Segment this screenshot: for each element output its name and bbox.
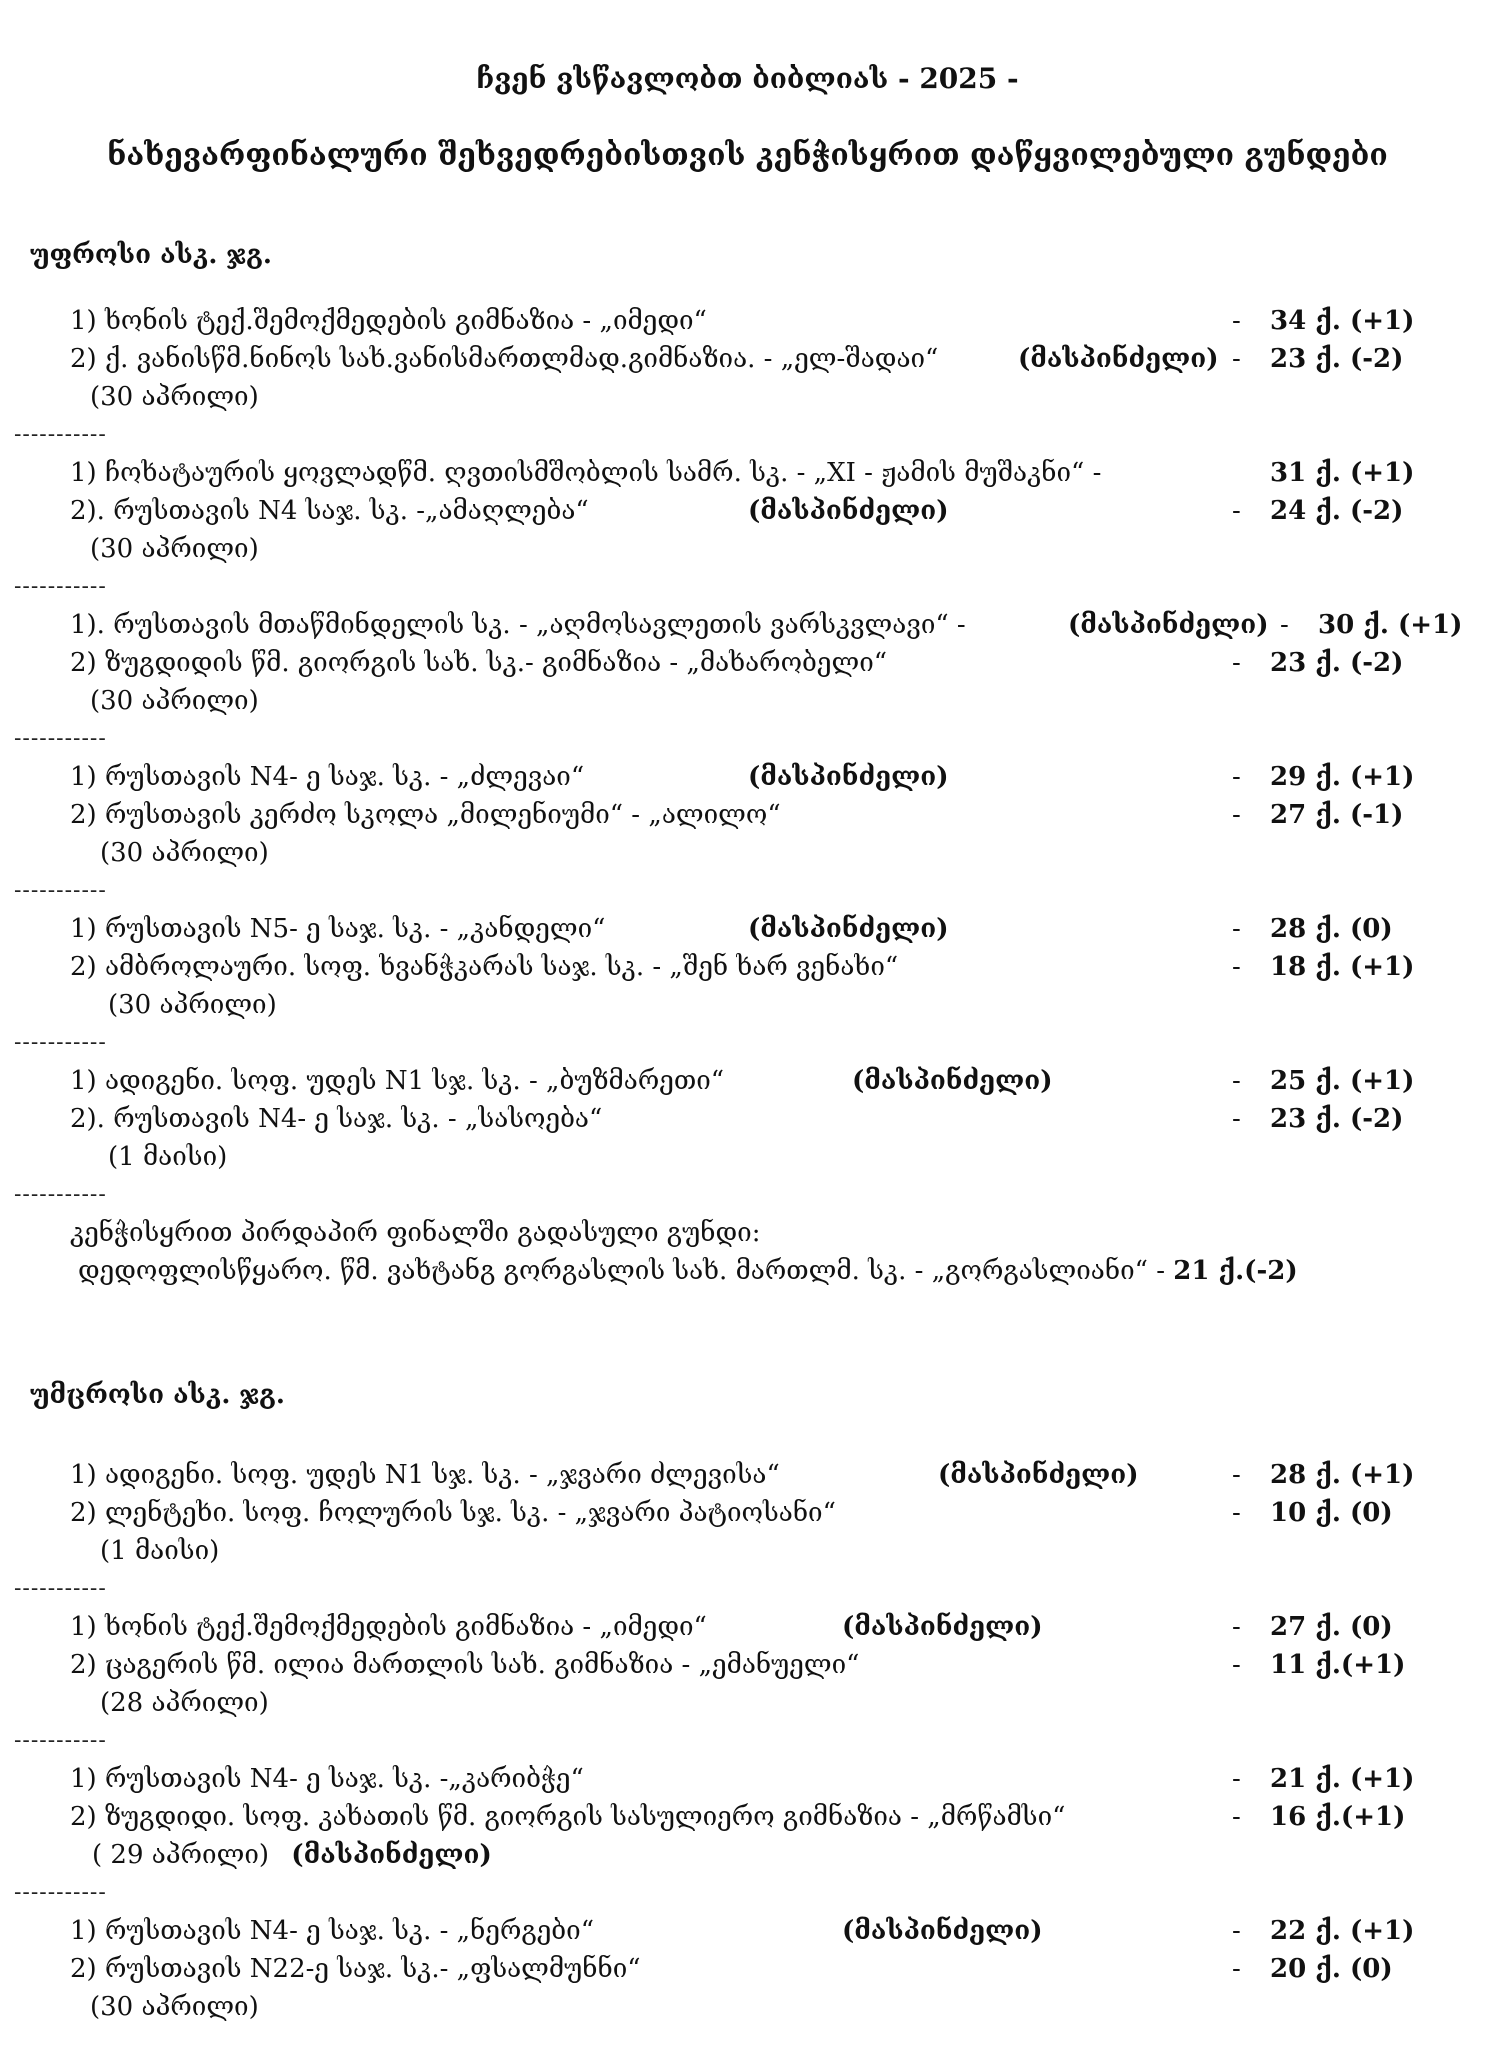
team-name: 1) ადიგენი. სოფ. უდეს N1 სჯ. სკ. - „ბუზმარეთი“ xyxy=(70,1066,725,1096)
points: 31 ქ. (+1) xyxy=(1270,458,1415,488)
match-date: (1 მაისი) xyxy=(100,1536,220,1566)
points: 21 ქ. (+1) xyxy=(1270,1764,1415,1794)
senior-pair-4-team-a xyxy=(0,762,1495,800)
host-label: (მასპინძელი) xyxy=(291,1840,492,1870)
team-name: 1) რუსთავის N4- ე საჯ. სკ. - „ძლევაი“ xyxy=(70,762,585,792)
senior-pair-2-team-a xyxy=(0,458,1495,496)
senior-pair-6-team-a xyxy=(0,1066,1495,1104)
host-label: (მასპინძელი) xyxy=(1068,610,1269,640)
dash: - xyxy=(1232,1460,1241,1490)
host-label: (მასპინძელი) xyxy=(842,1916,1043,1946)
senior-pair-1-team-a xyxy=(0,306,1495,344)
senior-section-title: უფროსი ასკ. ჯგ. xyxy=(30,240,272,270)
separator: ----------- xyxy=(14,1728,107,1753)
match-date xyxy=(92,1840,492,1870)
senior-pair-2-team-b xyxy=(0,496,1495,534)
dash: - xyxy=(1232,1650,1241,1680)
host-label: (მასპინძელი) xyxy=(938,1460,1139,1490)
junior-pair-3-team-b xyxy=(0,1802,1495,1840)
points: 25 ქ. (+1) xyxy=(1270,1066,1415,1096)
page-subtitle: ნახევარფინალური შეხვედრებისთვის კენჭისყრით დაწყვილებული გუნდები xyxy=(107,138,1388,173)
separator: ----------- xyxy=(14,1030,107,1055)
separator: ----------- xyxy=(14,574,107,599)
senior-pair-6-team-b xyxy=(0,1104,1495,1142)
team-name: 2) რუსთავის N22-ე საჯ. სკ.- „ფსალმუნნი“ xyxy=(70,1954,641,1984)
dash: - xyxy=(1232,1104,1241,1134)
points: 28 ქ. (+1) xyxy=(1270,1460,1415,1490)
junior-section-title: უმცროსი ასკ. ჯგ. xyxy=(30,1380,285,1410)
team-name: 2) ამბროლაური. სოფ. ხვანჭკარას საჯ. სკ. - „შენ ხარ ვენახი“ xyxy=(70,952,899,982)
match-date: (30 აპრილი) xyxy=(100,838,269,868)
senior-pair-5-team-b xyxy=(0,952,1495,990)
points: 11 ქ.(+1) xyxy=(1270,1650,1406,1680)
separator: ----------- xyxy=(14,1182,107,1207)
junior-pair-2-team-b xyxy=(0,1650,1495,1688)
dash: - xyxy=(1232,914,1241,944)
team-name: 1) ხონის ტექ.შემოქმედების გიმნაზია - „იმედი“ xyxy=(70,1612,707,1642)
senior-pair-3-team-a xyxy=(0,610,1495,648)
dash: - xyxy=(1232,1612,1241,1642)
dash: - xyxy=(1232,1066,1241,1096)
points: 23 ქ. (-2) xyxy=(1270,648,1404,678)
dash: - xyxy=(1232,648,1241,678)
points: 27 ქ. (0) xyxy=(1270,1612,1393,1642)
dash: - xyxy=(1232,1764,1241,1794)
points: 16 ქ.(+1) xyxy=(1270,1802,1406,1832)
separator: ----------- xyxy=(14,878,107,903)
points: 18 ქ. (+1) xyxy=(1270,952,1415,982)
junior-pair-4-team-b xyxy=(0,1954,1495,1992)
junior-pair-2-team-a xyxy=(0,1612,1495,1650)
dash: - xyxy=(1232,952,1241,982)
match-date: (30 აპრილი) xyxy=(90,382,259,412)
match-date: (30 აპრილი) xyxy=(90,534,259,564)
senior-pair-5-team-a xyxy=(0,914,1495,952)
direct-final-team xyxy=(78,1256,1298,1286)
team-name: 2) ლენტეხი. სოფ. ჩოლურის სჯ. სკ. - „ჯვარი პატიოსანი“ xyxy=(70,1498,836,1528)
senior-pair-3-team-b xyxy=(0,648,1495,686)
team-name: 1). რუსთავის მთაწმინდელის სკ. - „აღმოსავლეთის ვარსკვლავი“ - xyxy=(70,610,966,640)
host-label: (მასპინძელი) xyxy=(748,914,949,944)
team-name: 2) ზუგდიდის წმ. გიორგის სახ. სკ.- გიმნაზია - „მახარობელი“ xyxy=(70,648,888,678)
junior-pair-3-team-a xyxy=(0,1764,1495,1802)
dash: - xyxy=(1232,1802,1241,1832)
team-name: 1) ხონის ტექ.შემოქმედების გიმნაზია - „იმედი“ xyxy=(70,306,707,336)
dash: - xyxy=(1280,610,1289,640)
points: 23 ქ. (-2) xyxy=(1270,1104,1404,1134)
match-date: (28 აპრილი) xyxy=(100,1688,269,1718)
team-name: 1) ჩოხატაურის ყოვლადწმ. ღვთისმშობლის სამრ. სკ. - „XI - ჟამის მუშაკნი“ - xyxy=(70,458,1102,488)
senior-pair-4-team-b xyxy=(0,800,1495,838)
host-label: (მასპინძელი) xyxy=(1018,344,1219,374)
points: 23 ქ. (-2) xyxy=(1270,344,1404,374)
host-label: (მასპინძელი) xyxy=(852,1066,1053,1096)
match-date: (30 აპრილი) xyxy=(90,686,259,716)
team-name: 1) რუსთავის N5- ე საჯ. სკ. - „კანდელი“ xyxy=(70,914,606,944)
points: 27 ქ. (-1) xyxy=(1270,800,1404,830)
team-name: 1) რუსთავის N4- ე საჯ. სკ. - „ნერგები“ xyxy=(70,1916,594,1946)
page-title: ჩვენ ვსწავლობთ ბიბლიას - 2025 - xyxy=(476,62,1019,95)
points: 22 ქ. (+1) xyxy=(1270,1916,1415,1946)
separator: ----------- xyxy=(14,422,107,447)
team-name: 2) რუსთავის კერძო სკოლა „მილენიუმი“ - „ალილო“ xyxy=(70,800,781,830)
match-date-text: ( 29 აპრილი) xyxy=(92,1840,270,1870)
match-date: (30 აპრილი) xyxy=(108,990,277,1020)
dash: - xyxy=(1232,1954,1241,1984)
points: 24 ქ. (-2) xyxy=(1270,496,1404,526)
junior-pair-1-team-b xyxy=(0,1498,1495,1536)
points: 30 ქ. (+1) xyxy=(1318,610,1463,640)
junior-pair-4-team-a xyxy=(0,1916,1495,1954)
dash: - xyxy=(1232,1498,1241,1528)
direct-final-points: 21 ქ.(-2) xyxy=(1173,1256,1298,1286)
junior-pair-1-team-a xyxy=(0,1460,1495,1498)
team-name: 1) ადიგენი. სოფ. უდეს N1 სჯ. სკ. - „ჯვარი ძლევისა“ xyxy=(70,1460,780,1490)
dash: - xyxy=(1232,344,1241,374)
points: 28 ქ. (0) xyxy=(1270,914,1393,944)
host-label: (მასპინძელი) xyxy=(748,762,949,792)
team-name: 2) ცაგერის წმ. ილია მართლის სახ. გიმნაზია - „ემანუელი“ xyxy=(70,1650,860,1680)
direct-final-title: კენჭისყრით პირდაპირ ფინალში გადასული გუნდი: xyxy=(70,1218,761,1248)
points: 29 ქ. (+1) xyxy=(1270,762,1415,792)
match-date: (30 აპრილი) xyxy=(90,1992,259,2022)
direct-final-team-name: დედოფლისწყარო. წმ. ვახტანგ გორგასლის სახ. მართლმ. სკ. - „გორგასლიანი“ - xyxy=(78,1256,1165,1286)
dash: - xyxy=(1232,306,1241,336)
host-label: (მასპინძელი) xyxy=(842,1612,1043,1642)
team-name: 2) ქ. ვანისწმ.ნინოს სახ.ვანისმართლმად.გიმნაზია. - „ელ-შადაი“ xyxy=(70,344,939,374)
separator: ----------- xyxy=(14,726,107,751)
points: 20 ქ. (0) xyxy=(1270,1954,1393,1984)
team-name: 2) ზუგდიდი. სოფ. კახათის წმ. გიორგის სასულიერო გიმნაზია - „მრწამსი“ xyxy=(70,1802,1066,1832)
separator: ----------- xyxy=(14,1576,107,1601)
team-name: 2). რუსთავის N4- ე საჯ. სკ. - „სასოება“ xyxy=(70,1104,603,1134)
dash: - xyxy=(1232,762,1241,792)
dash: - xyxy=(1232,496,1241,526)
points: 10 ქ. (0) xyxy=(1270,1498,1393,1528)
separator: ----------- xyxy=(14,1880,107,1905)
senior-pair-1-team-b xyxy=(0,344,1495,382)
host-label: (მასპინძელი) xyxy=(748,496,949,526)
dash: - xyxy=(1232,800,1241,830)
team-name: 2). რუსთავის N4 საჯ. სკ. -„ამაღლება“ xyxy=(70,496,589,526)
points: 34 ქ. (+1) xyxy=(1270,306,1415,336)
team-name: 1) რუსთავის N4- ე საჯ. სკ. -„კარიბჭე“ xyxy=(70,1764,584,1794)
match-date: (1 მაისი) xyxy=(108,1142,228,1172)
dash: - xyxy=(1232,1916,1241,1946)
